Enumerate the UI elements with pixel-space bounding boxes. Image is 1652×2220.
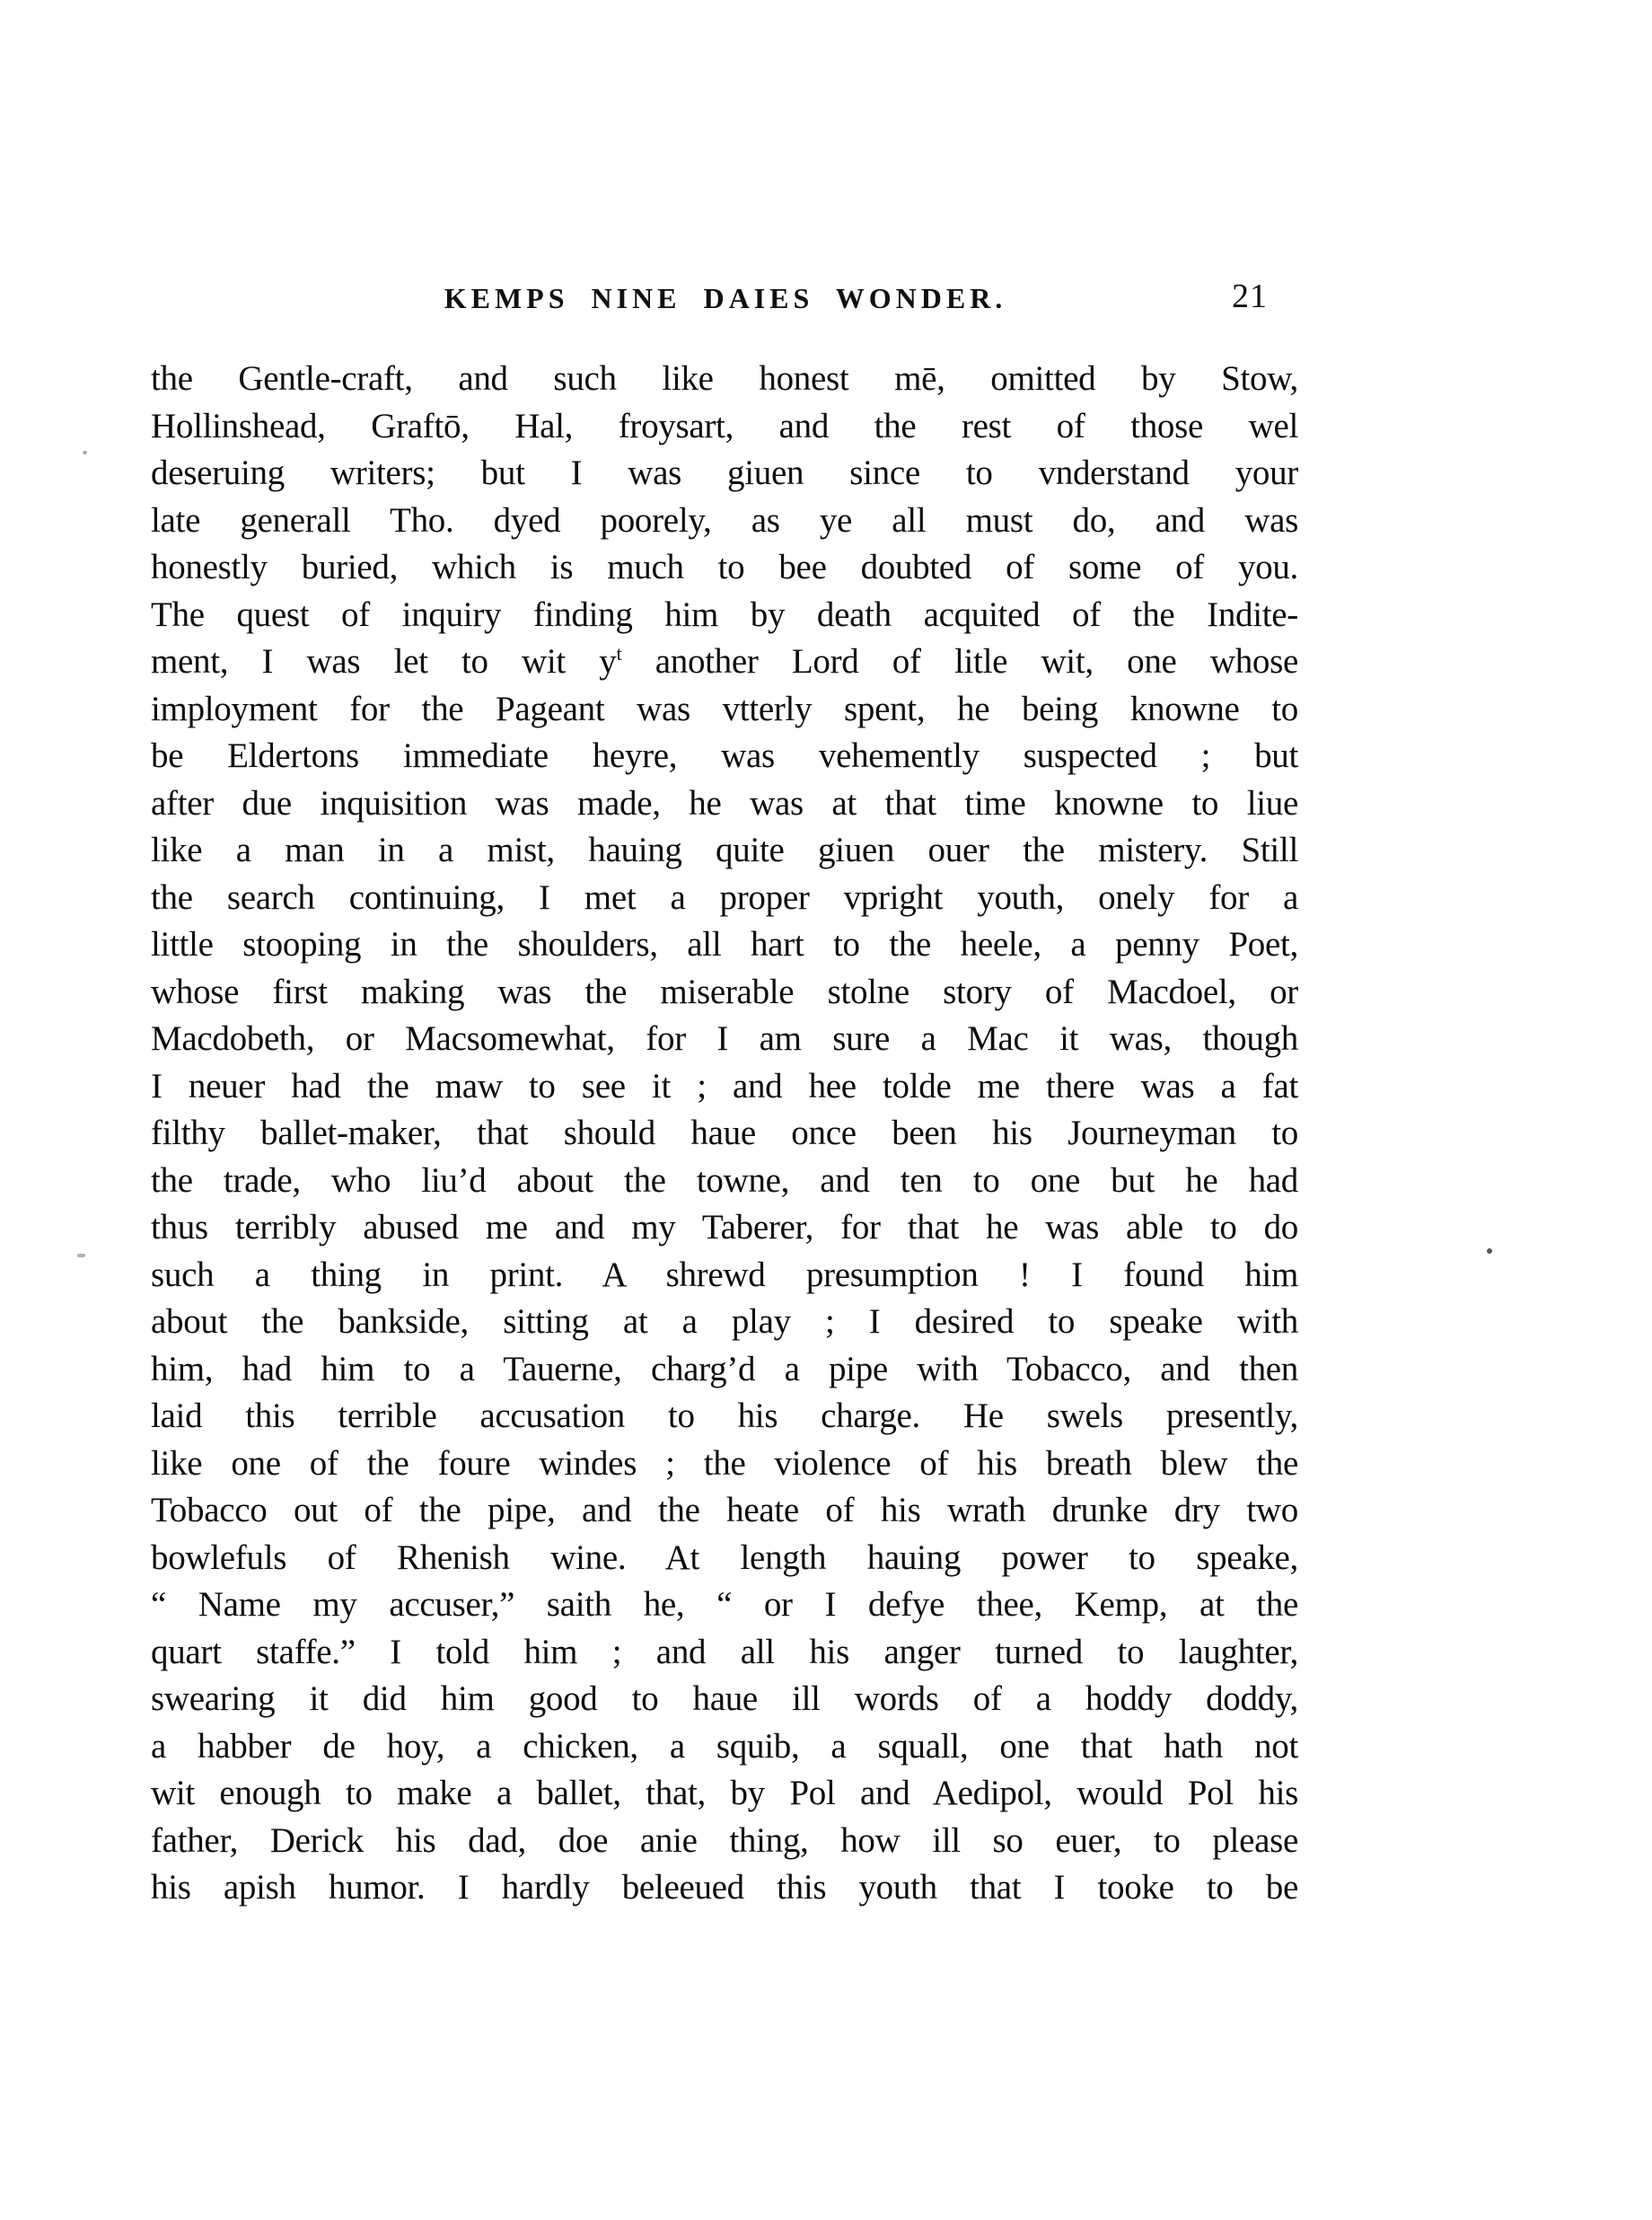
text-line: bowlefuls of Rhenish wine. At length hauing power to speake, bbox=[151, 1537, 1298, 1577]
text-line: about the bankside, sitting at a play ; I desired to speake with bbox=[151, 1302, 1298, 1341]
text-line: whose first making was the miserable stolne story of Macdoel, or bbox=[151, 972, 1298, 1011]
text-line: late generall Tho. dyed poorely, as ye all must do, and was bbox=[151, 500, 1298, 540]
text-line: wit enough to make a ballet, that, by Pol and Aedipol, would Pol his bbox=[151, 1774, 1298, 1812]
text-line: quart staffe.” I told him ; and all his anger turned to laughter, bbox=[151, 1632, 1298, 1671]
text-line: Tobacco out of the pipe, and the heate of his wrath drunke dry two bbox=[151, 1491, 1298, 1529]
text-line: honestly buried, which is much to bee doubted of some of you. bbox=[151, 548, 1298, 586]
text-line: deseruing writers; but I was giuen since to vnderstand your bbox=[151, 454, 1298, 492]
text-line: laid this terrible accusation to his charge. He swels presently, bbox=[151, 1396, 1298, 1435]
scan-speck bbox=[83, 451, 87, 454]
text-line: a habber de hoy, a chicken, a squib, a squall, one that hath not bbox=[151, 1726, 1298, 1766]
text-line: be Eldertons immediate heyre, was vehemently suspected ; but bbox=[151, 736, 1298, 775]
text-line: like one of the foure windes ; the violence of his breath blew the bbox=[151, 1443, 1298, 1483]
text-line: his apish humor. I hardly beleeued this youth that I tooke to be bbox=[151, 1868, 1298, 1907]
text-line: I neuer had the maw to see it ; and hee tolde me there was a fat bbox=[151, 1066, 1298, 1106]
text-line: “ Name my accuser,” saith he, “ or I defye thee, Kemp, at the bbox=[151, 1585, 1298, 1624]
text-line: after due inquisition was made, he was at that time knowne to liue bbox=[151, 783, 1298, 823]
page-number: 21 bbox=[1232, 278, 1268, 315]
text-line: the search continuing, I met a proper vpright youth, onely for a bbox=[151, 877, 1298, 917]
text-line: the trade, who liu’d about the towne, and ten to one but he had bbox=[151, 1160, 1298, 1200]
text-line: Hollinshead, Graftō, Hal, froysart, and the rest of those wel bbox=[151, 406, 1298, 445]
scan-speck bbox=[77, 1254, 85, 1257]
text-line: father, Derick his dad, doe anie thing, how ill so euer, to please bbox=[151, 1820, 1298, 1860]
text-line: little stooping in the shoulders, all hart to the heele, a penny Poet, bbox=[151, 925, 1298, 964]
text-line: such a thing in print. A shrewd presumption ! I found him bbox=[151, 1255, 1298, 1294]
page-title: KEMPS NINE DAIES WONDER. bbox=[444, 282, 1007, 314]
text-line: ment, I was let to wit $y^t$ another Lord of litle wit, one whose bbox=[151, 642, 1299, 681]
text-line: The quest of inquiry finding him by death acquited of the Indite- bbox=[151, 595, 1298, 634]
text-line: the Gentle-craft, and such like honest mē, omitted by Stow, bbox=[151, 359, 1298, 398]
text-line: swearing it did him good to haue ill words of a hoddy doddy, bbox=[151, 1679, 1298, 1718]
text-line: thus terribly abused me and my Taberer, for that he was able to do bbox=[151, 1208, 1298, 1247]
text-line: imployment for the Pageant was vtterly spent, he being knowne to bbox=[151, 689, 1298, 728]
text-line: filthy ballet-maker, that should haue once been his Journeyman to bbox=[151, 1114, 1298, 1152]
running-head bbox=[153, 278, 1298, 325]
body-text bbox=[151, 356, 1298, 1912]
scan-speck bbox=[1487, 1248, 1492, 1254]
text-line: like a man in a mist, hauing quite giuen ouer the mistery. Still bbox=[151, 831, 1298, 869]
text-line: him, had him to a Tauerne, charg’d a pipe with Tobacco, and then bbox=[151, 1349, 1298, 1388]
text-line: Macdobeth, or Macsomewhat, for I am sure a Mac it was, though bbox=[151, 1019, 1298, 1058]
